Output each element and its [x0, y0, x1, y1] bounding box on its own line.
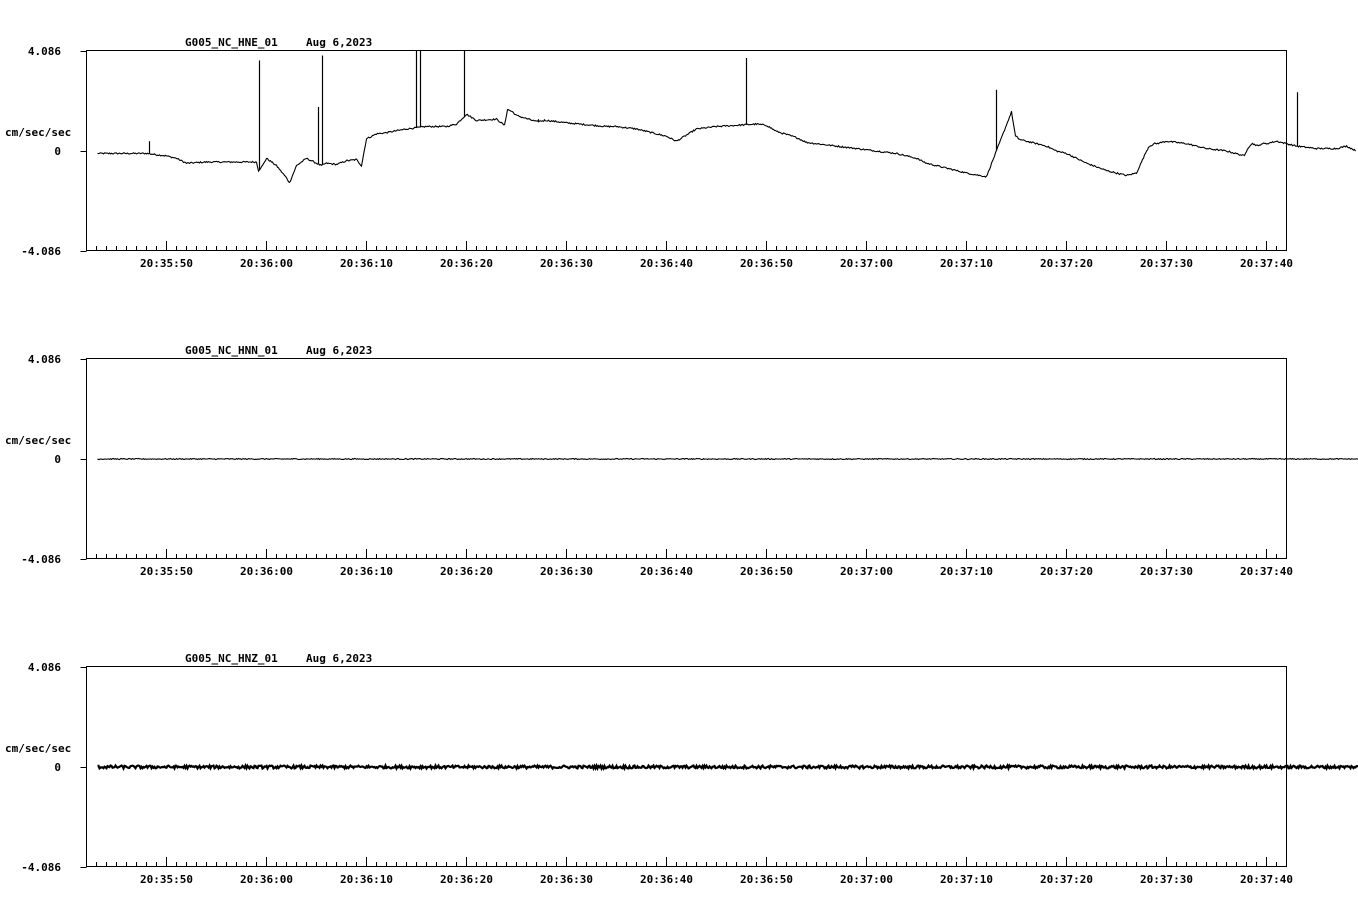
panel-date: Aug 6,2023: [306, 36, 373, 49]
x-tick-label: 20:37:00: [840, 565, 893, 578]
x-tick-label: 20:36:40: [640, 565, 693, 578]
x-tick-label: 20:36:50: [740, 257, 793, 270]
y-tick-max: 4.086: [27, 353, 61, 366]
y-tick-min: -4.086: [21, 245, 61, 258]
x-tick-label: 20:37:30: [1140, 257, 1193, 270]
x-ticks: [81, 360, 1287, 560]
trace: [98, 51, 1358, 182]
x-tick-label: 20:37:00: [840, 873, 893, 886]
x-tick-label: 20:37:20: [1040, 257, 1093, 270]
x-tick-label: 20:36:20: [440, 257, 493, 270]
x-tick-label: 20:37:20: [1040, 565, 1093, 578]
x-tick-label: 20:36:10: [340, 873, 393, 886]
panel-title: G005_NC_HNN_01: [185, 344, 278, 357]
trace: [98, 459, 1358, 460]
trace-line: [98, 459, 1358, 460]
y-tick-max: 4.086: [27, 45, 61, 58]
panel-hnz: [5, 652, 1358, 886]
x-tick-label: 20:36:40: [640, 257, 693, 270]
panel-hnn: [5, 344, 1358, 578]
x-tick-label: 20:37:20: [1040, 873, 1093, 886]
y-axis-label: cm/sec/sec: [5, 126, 72, 139]
panel-date: Aug 6,2023: [306, 344, 373, 357]
x-tick-label: 20:35:50: [140, 565, 193, 578]
panel-date: Aug 6,2023: [306, 652, 373, 665]
y-axis-label: cm/sec/sec: [5, 742, 72, 755]
x-tick-label: 20:36:10: [340, 257, 393, 270]
y-tick-min: -4.086: [21, 861, 61, 874]
x-tick-label: 20:35:50: [140, 257, 193, 270]
x-tick-label: 20:37:40: [1240, 257, 1293, 270]
trace-line: [98, 766, 1358, 769]
x-tick-label: 20:37:30: [1140, 565, 1193, 578]
x-tick-label: 20:37:10: [940, 873, 993, 886]
trace-line: [98, 110, 1356, 183]
x-tick-label: 20:37:10: [940, 257, 993, 270]
x-tick-label: 20:36:00: [240, 873, 293, 886]
panel-title: G005_NC_HNZ_01: [185, 652, 278, 665]
x-tick-label: 20:36:50: [740, 873, 793, 886]
x-tick-label: 20:36:20: [440, 565, 493, 578]
y-tick-zero: 0: [54, 761, 61, 774]
x-tick-labels: [140, 873, 1293, 886]
plot-frame: [87, 51, 1287, 251]
x-tick-label: 20:37:10: [940, 565, 993, 578]
x-tick-labels: [140, 565, 1293, 578]
x-tick-label: 20:37:40: [1240, 565, 1293, 578]
x-tick-label: 20:37:00: [840, 257, 893, 270]
y-axis-label: cm/sec/sec: [5, 434, 72, 447]
trace: [98, 766, 1358, 769]
x-tick-label: 20:36:30: [540, 257, 593, 270]
x-tick-label: 20:36:00: [240, 565, 293, 578]
x-tick-label: 20:37:40: [1240, 873, 1293, 886]
x-tick-label: 20:36:00: [240, 257, 293, 270]
x-tick-label: 20:37:30: [1140, 873, 1193, 886]
x-tick-labels: [140, 257, 1293, 270]
y-tick-min: -4.086: [21, 553, 61, 566]
x-tick-label: 20:36:50: [740, 565, 793, 578]
panel-title: G005_NC_HNE_01: [185, 36, 278, 49]
y-tick-zero: 0: [54, 145, 61, 158]
x-tick-label: 20:36:30: [540, 565, 593, 578]
y-tick-zero: 0: [54, 453, 61, 466]
panel-hne: [5, 36, 1358, 270]
x-tick-label: 20:36:40: [640, 873, 693, 886]
x-ticks: [81, 52, 1287, 252]
x-tick-label: 20:36:20: [440, 873, 493, 886]
x-tick-label: 20:36:30: [540, 873, 593, 886]
x-tick-label: 20:36:10: [340, 565, 393, 578]
x-tick-label: 20:35:50: [140, 873, 193, 886]
y-tick-max: 4.086: [27, 661, 61, 674]
